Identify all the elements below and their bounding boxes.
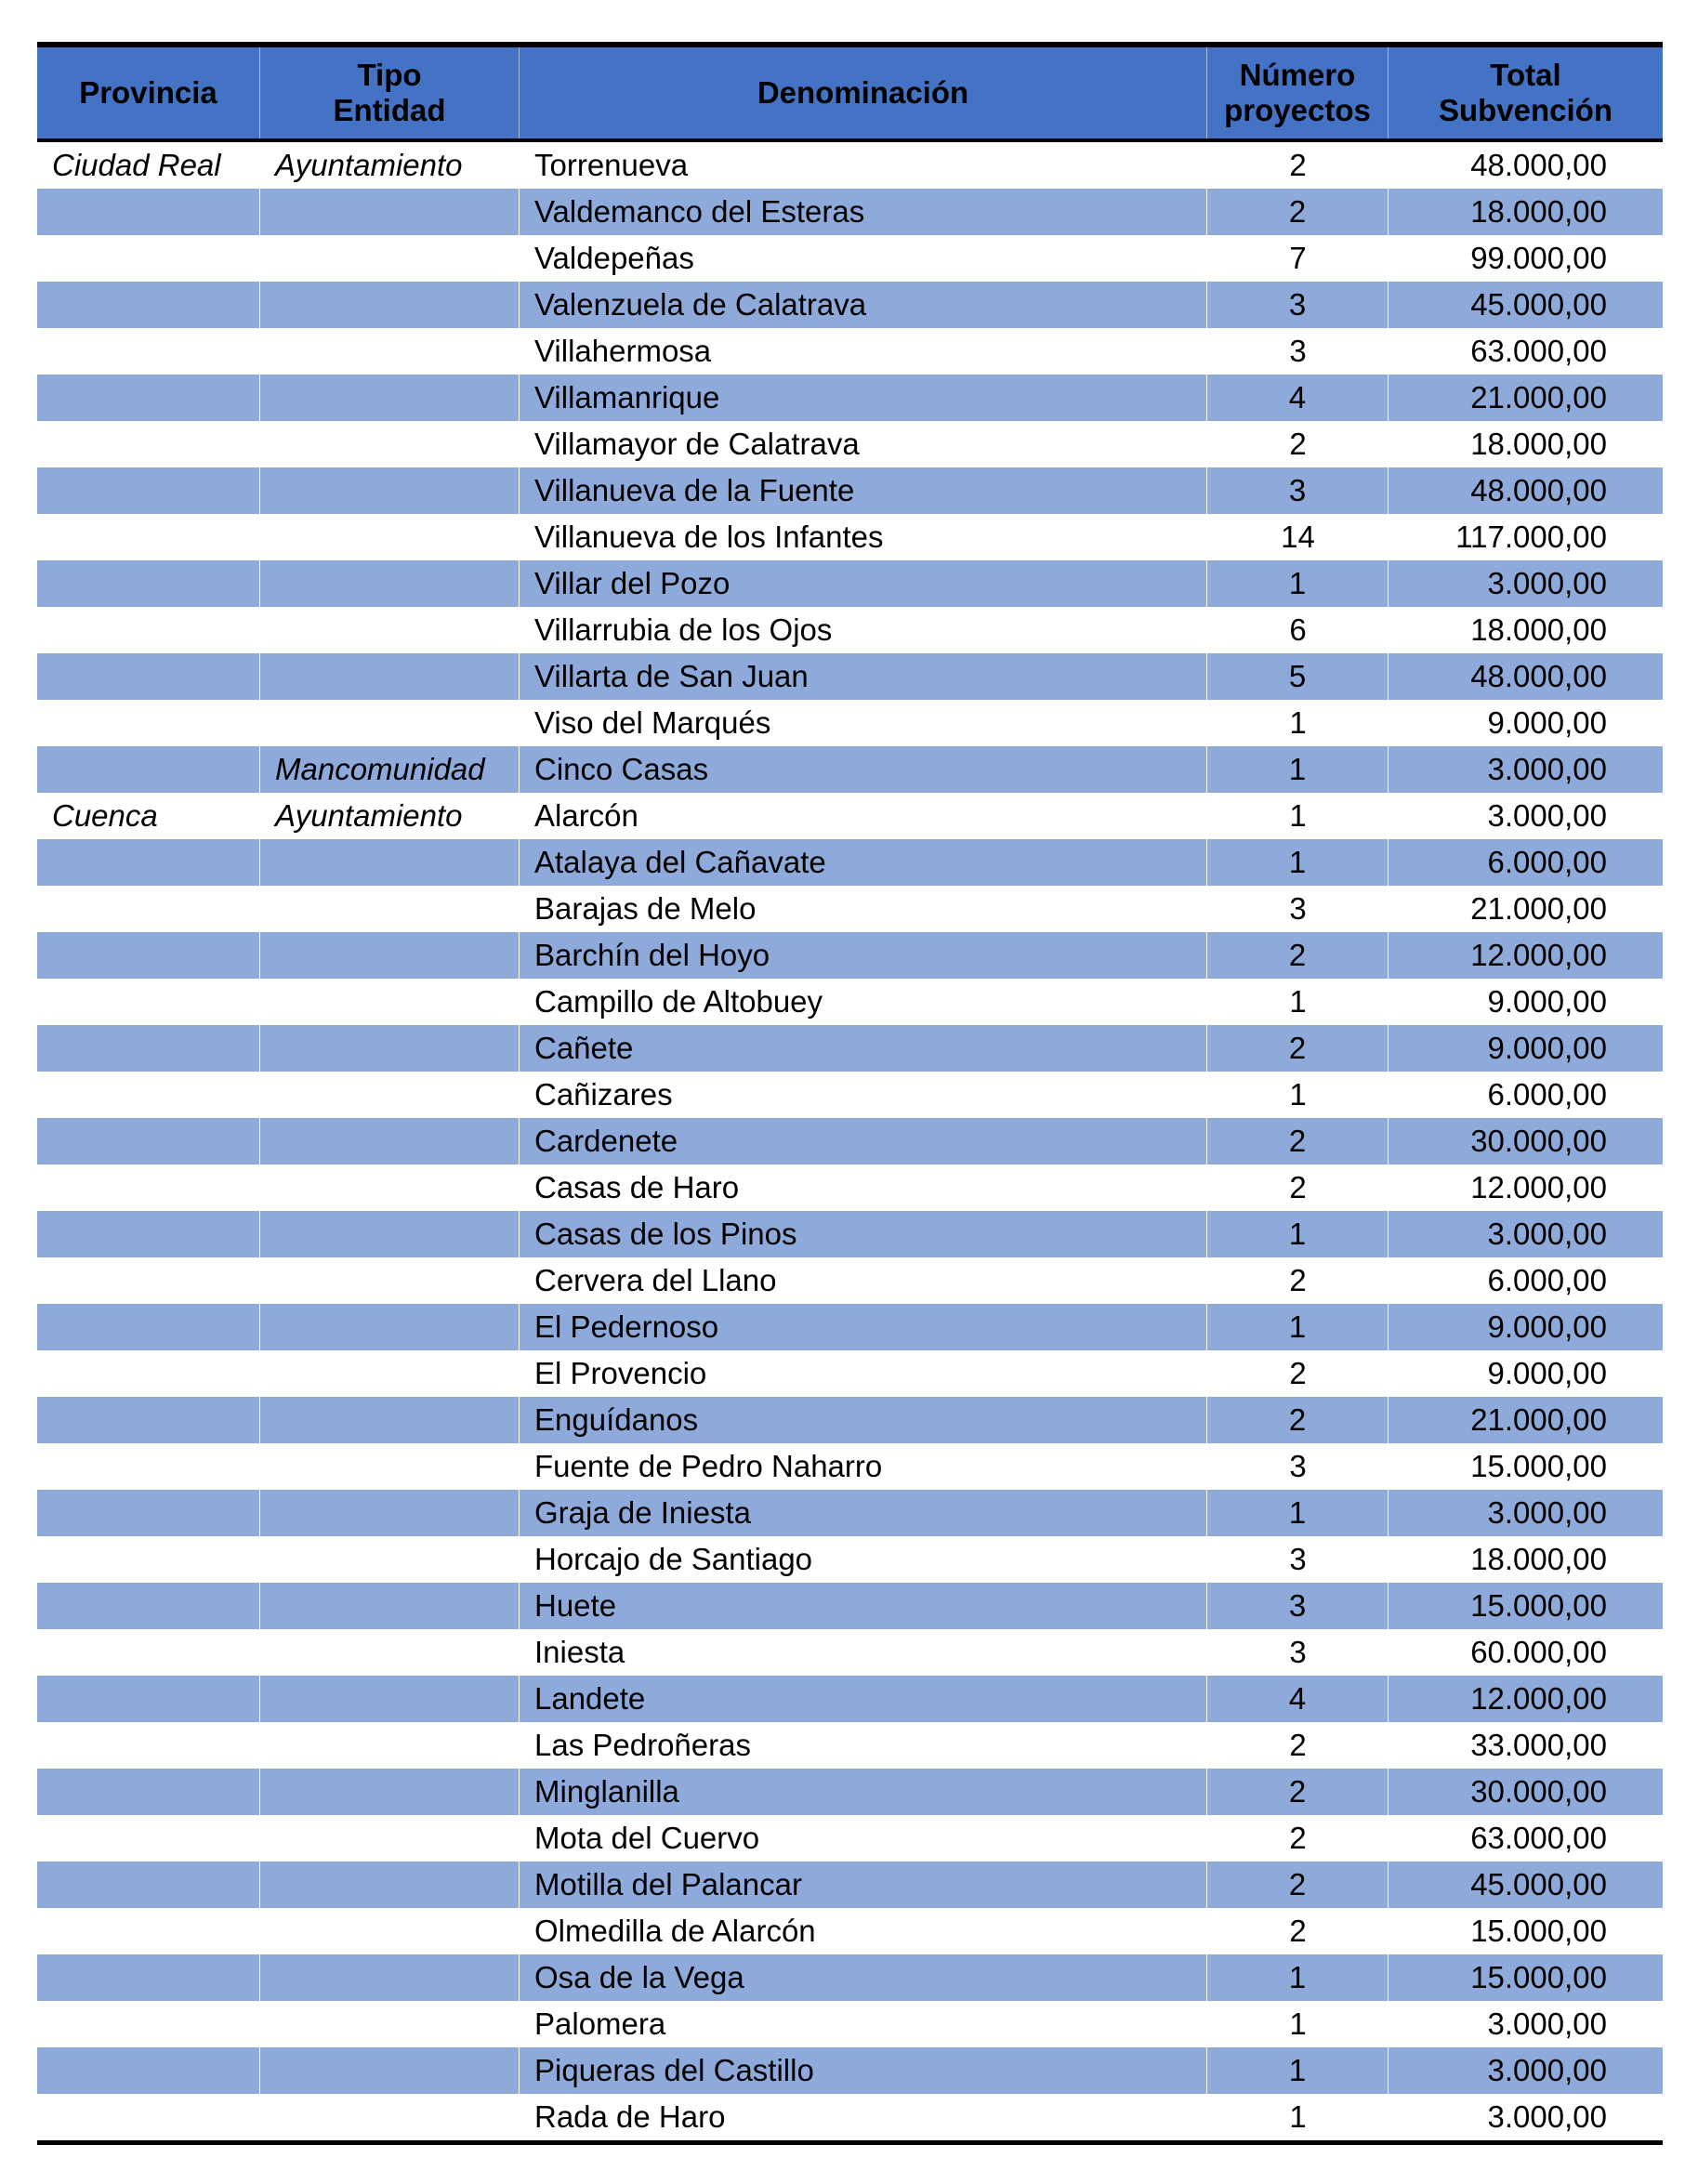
cell-denominacion: Cañete: [520, 1025, 1207, 1072]
cell-tipo-entidad: [260, 979, 520, 1025]
cell-numero-proyectos: 14: [1281, 520, 1315, 554]
cell-tipo-entidad: [260, 1397, 520, 1443]
table-row: [37, 1536, 1663, 1583]
cell-numero-proyectos: 1: [1289, 798, 1307, 833]
cell-total-subvencion: 21.000,00: [1470, 380, 1607, 414]
header-numero-proyectos: Número proyectos: [1207, 47, 1389, 138]
cell-total-subvencion: 18.000,00: [1470, 427, 1607, 461]
cell-tipo-entidad: [260, 1908, 520, 1954]
table-row: [37, 235, 1663, 282]
cell-provincia: [37, 1769, 260, 1815]
cell-tipo-entidad: [260, 1583, 520, 1629]
cell-tipo-entidad: [260, 189, 520, 235]
cell-total-subvencion: 21.000,00: [1470, 1402, 1607, 1437]
cell-numero-proyectos: 4: [1207, 375, 1389, 421]
cell-denominacion: Torrenueva: [534, 148, 689, 182]
cell-provincia: [37, 1536, 260, 1583]
header-tipo-entidad: Tipo Entidad: [260, 47, 520, 138]
cell-total-subvencion: 9.000,00: [1487, 1031, 1607, 1065]
cell-tipo-entidad: Mancomunidad: [260, 746, 520, 793]
cell-provincia: [37, 2001, 260, 2047]
cell-numero-proyectos: 1: [1207, 560, 1389, 607]
cell-denominacion: Olmedilla de Alarcón: [534, 1914, 816, 1948]
cell-provincia: [37, 467, 260, 514]
cell-numero-proyectos: 1: [1289, 984, 1307, 1019]
cell-denominacion: Enguídanos: [520, 1397, 1207, 1443]
cell-numero-proyectos: 3: [1207, 282, 1389, 328]
table-row: [37, 189, 1663, 235]
cell-numero-proyectos: 2: [1207, 1025, 1389, 1072]
cell-denominacion: Cinco Casas: [520, 746, 1207, 793]
cell-tipo-entidad: [260, 421, 520, 467]
cell-total-subvencion: 48.000,00: [1470, 148, 1607, 182]
cell-numero-proyectos: 3: [1289, 1449, 1307, 1483]
cell-numero-proyectos: 1: [1207, 2047, 1389, 2094]
table-row: [37, 1443, 1663, 1490]
cell-tipo-entidad: [260, 282, 520, 328]
table-row: [37, 282, 1663, 328]
cell-total-subvencion: 3.000,00: [1487, 566, 1607, 600]
table-row: [37, 1304, 1663, 1350]
cell-provincia: [37, 1118, 260, 1164]
cell-tipo-entidad: [260, 700, 520, 746]
cell-total-subvencion: 63.000,00: [1470, 334, 1607, 368]
cell-total-subvencion: 45.000,00: [1470, 287, 1607, 322]
cell-tipo-entidad: [260, 560, 520, 607]
cell-denominacion: Piqueras del Castillo: [520, 2047, 1207, 2094]
cell-total-subvencion: 9.000,00: [1487, 1309, 1607, 1344]
cell-numero-proyectos: 3: [1207, 467, 1389, 514]
table-row: [37, 375, 1663, 421]
cell-tipo-entidad: [260, 514, 520, 560]
cell-denominacion: Valdepeñas: [534, 241, 694, 275]
cell-tipo-entidad: [260, 1862, 520, 1908]
cell-numero-proyectos: 6: [1289, 612, 1307, 647]
cell-total-subvencion: 45.000,00: [1470, 1867, 1607, 1901]
cell-denominacion: Motilla del Palancar: [520, 1862, 1207, 1908]
cell-denominacion: Casas de Haro: [534, 1170, 740, 1204]
cell-total-subvencion: 9.000,00: [1487, 705, 1607, 740]
cell-numero-proyectos: 2: [1289, 1728, 1307, 1762]
cell-total-subvencion: 3.000,00: [1487, 2099, 1607, 2134]
cell-total-subvencion: 30.000,00: [1470, 1124, 1607, 1158]
cell-tipo-entidad: [260, 839, 520, 886]
table-row: [37, 1769, 1663, 1815]
cell-numero-proyectos: 1: [1207, 1211, 1389, 1257]
cell-denominacion: El Pedernoso: [520, 1304, 1207, 1350]
cell-numero-proyectos: 1: [1289, 2006, 1307, 2041]
cell-provincia: [37, 1072, 260, 1118]
cell-denominacion: Villanueva de la Fuente: [520, 467, 1207, 514]
table-row: [37, 1722, 1663, 1769]
cell-total-subvencion: 3.000,00: [1487, 1495, 1607, 1530]
cell-numero-proyectos: 5: [1207, 653, 1389, 700]
cell-tipo-entidad: [260, 235, 520, 282]
cell-numero-proyectos: 2: [1289, 427, 1307, 461]
cell-total-subvencion: 60.000,00: [1470, 1635, 1607, 1669]
cell-provincia: [37, 1257, 260, 1304]
table-row: [37, 886, 1663, 932]
cell-provincia: [37, 1397, 260, 1443]
cell-numero-proyectos: 2: [1207, 1397, 1389, 1443]
cell-tipo-entidad: [260, 1211, 520, 1257]
cell-numero-proyectos: 2: [1289, 1170, 1307, 1204]
cell-provincia: [37, 1629, 260, 1676]
table-row: [37, 514, 1663, 560]
cell-provincia: [37, 886, 260, 932]
cell-denominacion: Landete: [520, 1676, 1207, 1722]
cell-tipo-entidad: [260, 607, 520, 653]
cell-denominacion: Fuente de Pedro Naharro: [534, 1449, 883, 1483]
cell-numero-proyectos: 1: [1289, 2099, 1307, 2134]
cell-total-subvencion: 15.000,00: [1470, 1588, 1607, 1623]
cell-tipo-entidad: [260, 328, 520, 375]
cell-tipo-entidad: [260, 932, 520, 979]
table-row: [37, 653, 1663, 700]
cell-provincia: [37, 2047, 260, 2094]
cell-total-subvencion: 6.000,00: [1487, 845, 1607, 879]
cell-denominacion: Rada de Haro: [534, 2099, 726, 2134]
cell-numero-proyectos: 2: [1207, 1769, 1389, 1815]
cell-denominacion: Casas de los Pinos: [520, 1211, 1207, 1257]
cell-numero-proyectos: 2: [1207, 189, 1389, 235]
cell-total-subvencion: 117.000,00: [1455, 520, 1607, 554]
table-row: [37, 1862, 1663, 1908]
cell-denominacion: Valdemanco del Esteras: [520, 189, 1207, 235]
header-provincia: Provincia: [37, 47, 260, 138]
header-denominacion: Denominación: [520, 47, 1207, 138]
cell-tipo-entidad: [260, 1815, 520, 1862]
cell-total-subvencion: 15.000,00: [1470, 1960, 1607, 1994]
cell-tipo-entidad: [260, 1072, 520, 1118]
table-row: [37, 142, 1663, 189]
cell-provincia: [37, 560, 260, 607]
table-row: [37, 1954, 1663, 2001]
cell-numero-proyectos: 2: [1289, 1263, 1307, 1297]
cell-total-subvencion: 15.000,00: [1470, 1449, 1607, 1483]
cell-tipo-entidad: [260, 886, 520, 932]
cell-total-subvencion: 48.000,00: [1470, 659, 1607, 693]
table-body: [37, 142, 1663, 2140]
cell-total-subvencion: 12.000,00: [1470, 1681, 1607, 1716]
cell-provincia: [37, 1722, 260, 1769]
cell-denominacion: Minglanilla: [520, 1769, 1207, 1815]
cell-provincia: [37, 1025, 260, 1072]
table-row: [37, 467, 1663, 514]
cell-provincia: [37, 1908, 260, 1954]
cell-provincia: [37, 1443, 260, 1490]
cell-total-subvencion: 63.000,00: [1470, 1821, 1607, 1855]
cell-denominacion: Cardenete: [520, 1118, 1207, 1164]
cell-provincia: [37, 189, 260, 235]
cell-denominacion: Campillo de Altobuey: [534, 984, 823, 1019]
cell-provincia: [37, 514, 260, 560]
cell-denominacion: Villahermosa: [534, 334, 712, 368]
table-row: [37, 1072, 1663, 1118]
cell-denominacion: El Provencio: [534, 1356, 707, 1390]
cell-total-subvencion: 18.000,00: [1470, 612, 1607, 647]
table-row: [37, 328, 1663, 375]
cell-denominacion: Alarcón: [534, 798, 638, 833]
cell-numero-proyectos: 1: [1207, 839, 1389, 886]
cell-tipo-entidad: [260, 1954, 520, 2001]
cell-denominacion: Atalaya del Cañavate: [520, 839, 1207, 886]
cell-tipo-entidad: [260, 2094, 520, 2140]
cell-tipo-entidad: [260, 1350, 520, 1397]
cell-provincia: [37, 932, 260, 979]
header-total-subvencion: Total Subvención: [1438, 58, 1613, 127]
cell-tipo-entidad: [260, 1676, 520, 1722]
cell-numero-proyectos: 1: [1207, 1490, 1389, 1536]
table-row: [37, 1583, 1663, 1629]
table-row: [37, 700, 1663, 746]
cell-tipo-entidad: [260, 467, 520, 514]
table-row: [37, 607, 1663, 653]
table-row: [37, 793, 1663, 839]
cell-denominacion: Graja de Iniesta: [520, 1490, 1207, 1536]
table-row: [37, 2047, 1663, 2094]
cell-total-subvencion: 99.000,00: [1470, 241, 1607, 275]
cell-denominacion: Palomera: [534, 2006, 666, 2041]
table-row: [37, 932, 1663, 979]
cell-numero-proyectos: 1: [1289, 1077, 1307, 1112]
cell-tipo-entidad: [260, 1629, 520, 1676]
cell-provincia: [37, 700, 260, 746]
cell-provincia: Cuenca: [52, 798, 158, 833]
cell-total-subvencion: 6.000,00: [1487, 1263, 1607, 1297]
cell-total-subvencion: 12.000,00: [1470, 1170, 1607, 1204]
cell-provincia: [37, 979, 260, 1025]
cell-provincia: [37, 375, 260, 421]
cell-tipo-entidad: [260, 1257, 520, 1304]
table-row: [37, 1025, 1663, 1072]
cell-total-subvencion: 33.000,00: [1470, 1728, 1607, 1762]
cell-numero-proyectos: 7: [1289, 241, 1307, 275]
table-row: [37, 1629, 1663, 1676]
cell-provincia: [37, 1815, 260, 1862]
table-row: [37, 421, 1663, 467]
subsidy-table: [37, 42, 1663, 2145]
cell-denominacion: Villamayor de Calatrava: [534, 427, 860, 461]
cell-tipo-entidad: Ayuntamiento: [275, 148, 463, 182]
cell-total-subvencion: 48.000,00: [1470, 473, 1607, 507]
table-row: [37, 1397, 1663, 1443]
cell-total-subvencion: 21.000,00: [1470, 891, 1607, 926]
cell-denominacion: Horcajo de Santiago: [534, 1542, 813, 1576]
cell-total-subvencion: 30.000,00: [1470, 1774, 1607, 1809]
cell-total-subvencion: 3.000,00: [1487, 798, 1607, 833]
table-row: [37, 1118, 1663, 1164]
cell-denominacion: Iniesta: [534, 1635, 625, 1669]
bottom-rule: [37, 2140, 1663, 2145]
cell-numero-proyectos: 1: [1207, 746, 1389, 793]
cell-numero-proyectos: 2: [1207, 1862, 1389, 1908]
cell-numero-proyectos: 1: [1289, 705, 1307, 740]
cell-numero-proyectos: 3: [1289, 334, 1307, 368]
cell-provincia: [37, 282, 260, 328]
cell-tipo-entidad: [260, 375, 520, 421]
table-row: [37, 2094, 1663, 2140]
table-row: [37, 2001, 1663, 2047]
cell-denominacion: Mota del Cuervo: [534, 1821, 760, 1855]
cell-denominacion: Villarrubia de los Ojos: [534, 612, 833, 647]
cell-provincia: [37, 1211, 260, 1257]
table-row: [37, 1908, 1663, 1954]
cell-total-subvencion: 3.000,00: [1487, 2006, 1607, 2041]
cell-tipo-entidad: [260, 2047, 520, 2094]
cell-tipo-entidad: [260, 1769, 520, 1815]
table-row: [37, 1257, 1663, 1304]
cell-total-subvencion: 15.000,00: [1470, 1914, 1607, 1948]
cell-provincia: [37, 328, 260, 375]
cell-total-subvencion: 6.000,00: [1487, 1077, 1607, 1112]
cell-denominacion: Cañizares: [534, 1077, 673, 1112]
cell-numero-proyectos: 2: [1289, 1356, 1307, 1390]
cell-provincia: [37, 421, 260, 467]
cell-provincia: [37, 839, 260, 886]
table-row: [37, 746, 1663, 793]
cell-provincia: [37, 1862, 260, 1908]
cell-tipo-entidad: [260, 2001, 520, 2047]
cell-provincia: [37, 1304, 260, 1350]
cell-total-subvencion: 18.000,00: [1470, 1542, 1607, 1576]
cell-tipo-entidad: [260, 1490, 520, 1536]
cell-tipo-entidad: [260, 1164, 520, 1211]
cell-numero-proyectos: 3: [1289, 1635, 1307, 1669]
table-row: [37, 560, 1663, 607]
cell-provincia: [37, 746, 260, 793]
cell-numero-proyectos: 1: [1207, 1304, 1389, 1350]
cell-numero-proyectos: 2: [1289, 1914, 1307, 1948]
cell-denominacion: Cervera del Llano: [534, 1263, 777, 1297]
cell-denominacion: Barajas de Melo: [534, 891, 757, 926]
cell-numero-proyectos: 2: [1289, 1821, 1307, 1855]
cell-total-subvencion: 18.000,00: [1470, 194, 1607, 229]
table-row: [37, 1815, 1663, 1862]
table-row: [37, 1350, 1663, 1397]
cell-provincia: [37, 235, 260, 282]
cell-provincia: [37, 2094, 260, 2140]
cell-tipo-entidad: [260, 653, 520, 700]
table-row: [37, 1490, 1663, 1536]
cell-numero-proyectos: 3: [1289, 1542, 1307, 1576]
cell-numero-proyectos: 3: [1289, 891, 1307, 926]
cell-provincia: [37, 653, 260, 700]
cell-provincia: [37, 1583, 260, 1629]
cell-numero-proyectos: 4: [1207, 1676, 1389, 1722]
cell-provincia: Ciudad Real: [52, 148, 221, 182]
table-header: [37, 47, 1663, 138]
cell-denominacion: Viso del Marqués: [534, 705, 771, 740]
cell-tipo-entidad: [260, 1443, 520, 1490]
cell-denominacion: Barchín del Hoyo: [520, 932, 1207, 979]
cell-total-subvencion: 3.000,00: [1487, 1217, 1607, 1251]
cell-denominacion: Villar del Pozo: [520, 560, 1207, 607]
cell-numero-proyectos: 3: [1207, 1583, 1389, 1629]
cell-denominacion: Huete: [520, 1583, 1207, 1629]
cell-denominacion: Villanueva de los Infantes: [534, 520, 884, 554]
cell-provincia: [37, 607, 260, 653]
cell-denominacion: Osa de la Vega: [520, 1954, 1207, 2001]
cell-provincia: [37, 1954, 260, 2001]
cell-provincia: [37, 1490, 260, 1536]
table-row: [37, 1676, 1663, 1722]
cell-numero-proyectos: 2: [1207, 932, 1389, 979]
cell-numero-proyectos: 1: [1207, 1954, 1389, 2001]
table-row: [37, 979, 1663, 1025]
cell-total-subvencion: 9.000,00: [1487, 1356, 1607, 1390]
cell-denominacion: Valenzuela de Calatrava: [520, 282, 1207, 328]
cell-provincia: [37, 1350, 260, 1397]
cell-total-subvencion: 12.000,00: [1470, 938, 1607, 972]
cell-total-subvencion: 3.000,00: [1487, 752, 1607, 786]
cell-denominacion: Villarta de San Juan: [520, 653, 1207, 700]
cell-tipo-entidad: [260, 1722, 520, 1769]
cell-total-subvencion: 9.000,00: [1487, 984, 1607, 1019]
cell-total-subvencion: 3.000,00: [1487, 2053, 1607, 2087]
cell-tipo-entidad: [260, 1536, 520, 1583]
cell-tipo-entidad: [260, 1118, 520, 1164]
cell-provincia: [37, 1164, 260, 1211]
cell-numero-proyectos: 2: [1289, 148, 1307, 182]
cell-provincia: [37, 1676, 260, 1722]
table-row: [37, 1211, 1663, 1257]
cell-numero-proyectos: 2: [1207, 1118, 1389, 1164]
table-row: [37, 1164, 1663, 1211]
cell-tipo-entidad: [260, 1025, 520, 1072]
cell-tipo-entidad: Ayuntamiento: [275, 798, 463, 833]
table-row: [37, 839, 1663, 886]
cell-tipo-entidad: [260, 1304, 520, 1350]
cell-denominacion: Las Pedroñeras: [534, 1728, 751, 1762]
cell-denominacion: Villamanrique: [520, 375, 1207, 421]
